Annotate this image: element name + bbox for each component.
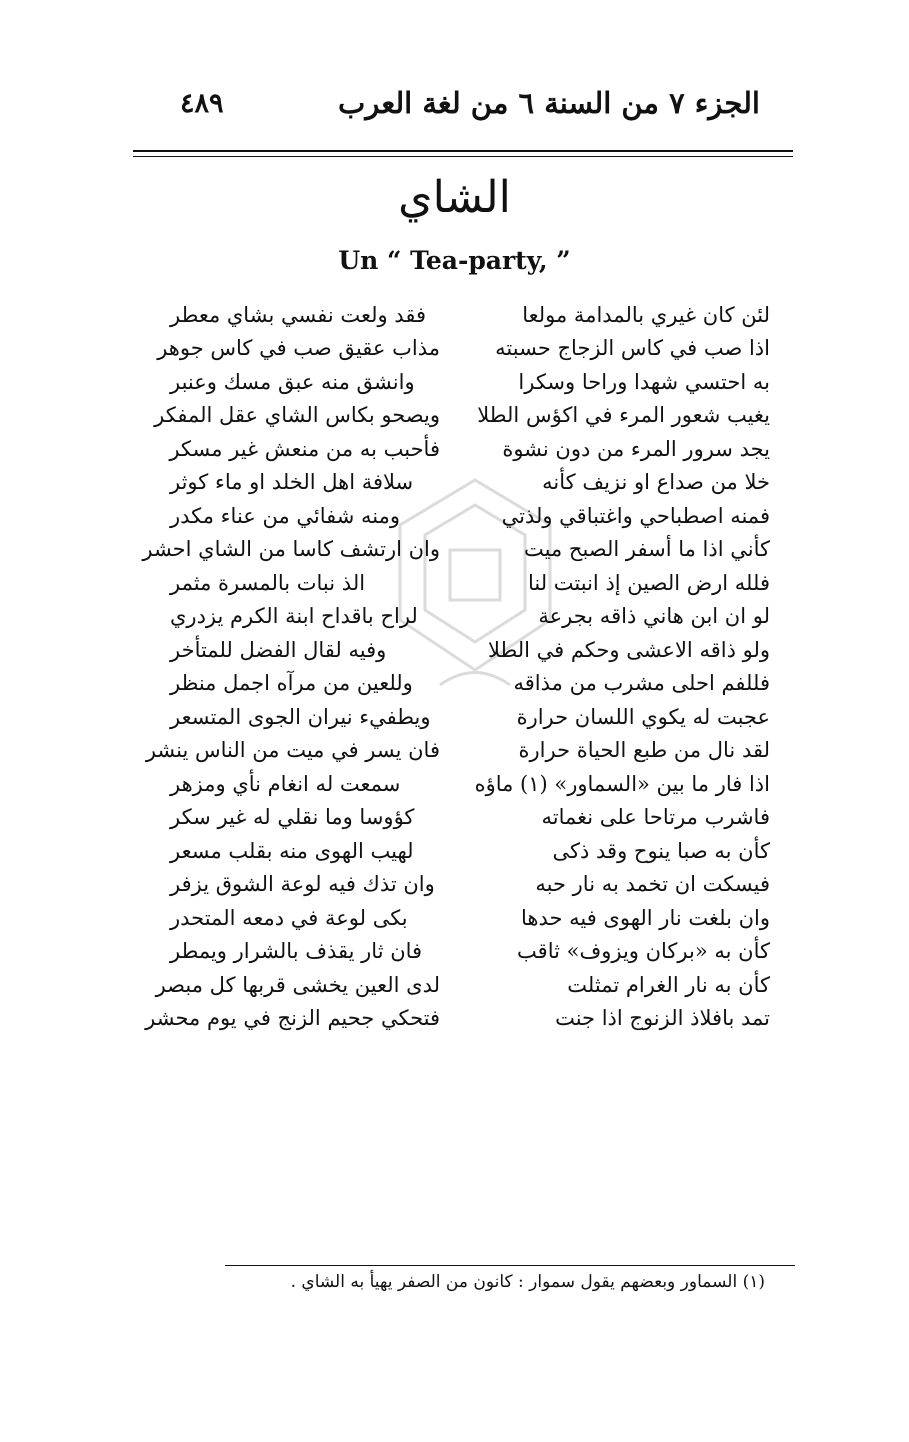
- verse-first-hemistich: فمنه اصطباحي واغتباقي ولذتي: [501, 503, 770, 528]
- verse-first-hemistich: كأني اذا ما أسفر الصبح ميت: [524, 537, 770, 562]
- verse-line: [170, 868, 770, 902]
- verse-first-hemistich: وان بلغت نار الهوى فيه حدها: [520, 905, 770, 930]
- verse-line: [170, 834, 770, 868]
- verse-line: [145, 1002, 770, 1036]
- verse-second-hemistich: لهيب الهوى منه بقلب مسعر: [170, 838, 414, 863]
- verse-first-hemistich: فلله ارض الصين إذ انبتت لنا: [527, 570, 770, 595]
- verse-line: [170, 901, 770, 935]
- footnote-rule: [225, 1265, 795, 1266]
- verse-line: [154, 399, 770, 433]
- verse-second-hemistich: ومنه شفائي من عناء مكدر: [170, 503, 401, 528]
- verse-first-hemistich: يجد سرور المرء من دون نشوة: [502, 436, 770, 461]
- verse-line: [170, 600, 770, 634]
- verse-line: [157, 332, 770, 366]
- verse-first-hemistich: يغيب شعور المرء في اكؤس الطلا: [477, 403, 770, 428]
- verse-line: [170, 667, 770, 701]
- verse-second-hemistich: مذاب عقيق صب في كاس جوهر: [157, 336, 440, 361]
- verse-first-hemistich: ولو ذاقه الاعشى وحكم في الطلا: [487, 637, 770, 662]
- footnote: (١) السماور وبعضهم يقول سموار : كانون من الصفر يهيأ به الشاي .: [290, 1272, 765, 1292]
- verse-line: [170, 365, 770, 399]
- page-number: ٤٨٩: [180, 88, 224, 119]
- verse-first-hemistich: خلا من صداع او نزيف كأنه: [542, 470, 770, 495]
- verse-second-hemistich: سلافة اهل الخلد او ماء كوثر: [170, 470, 414, 495]
- verse-second-hemistich: فأحبب به من منعش غير مسكر: [169, 436, 440, 461]
- verse-second-hemistich: وان ارتشف كاسا من الشاي احشر: [142, 537, 440, 562]
- poem-body: [142, 298, 770, 1035]
- verse-second-hemistich: بكى لوعة في دمعه المتحدر: [170, 905, 408, 930]
- verse-first-hemistich: تمد بافلاذ الزنوج اذا جنت: [555, 1006, 770, 1031]
- verse-line: [142, 533, 770, 567]
- verse-line: [170, 935, 770, 969]
- verse-second-hemistich: ويصحو بكاس الشاي عقل المفكر: [154, 403, 440, 428]
- verse-second-hemistich: فان يسر في ميت من الناس ينشر: [145, 738, 440, 763]
- verse-first-hemistich: اذا فار ما بين «السماور» (١) ماؤه: [474, 771, 770, 796]
- verse-first-hemistich: اذا صب في كاس الزجاج حسبته: [495, 336, 770, 361]
- verse-second-hemistich: الذ نبات بالمسرة مثمر: [170, 570, 366, 595]
- verse-second-hemistich: وانشق منه عبق مسك وعنبر: [170, 369, 415, 394]
- header-rule-thin: [133, 156, 793, 157]
- verse-first-hemistich: لئن كان غيري بالمدامة مولعا: [522, 302, 770, 327]
- verse-first-hemistich: به احتسي شهدا وراحا وسكرا: [518, 369, 770, 394]
- verse-first-hemistich: لو ان ابن هاني ذاقه بجرعة: [538, 604, 770, 629]
- verse-second-hemistich: لدى العين يخشى قربها كل مبصر: [155, 972, 440, 997]
- verse-second-hemistich: فان ثار يقذف بالشرار ويمطر: [170, 939, 423, 964]
- verse-line: [145, 734, 770, 768]
- verse-first-hemistich: كأن به صبا ينوح وقد ذكى: [552, 838, 770, 863]
- verse-second-hemistich: وللعين من مرآه اجمل منظر: [170, 671, 413, 696]
- verse-first-hemistich: فللفم احلى مشرب من مذاقه: [513, 671, 770, 696]
- verse-second-hemistich: وفيه لقال الفضل للمتأخر: [170, 637, 387, 662]
- page-header: [180, 86, 760, 134]
- running-header: الجزء ٧ من السنة ٦ من لغة العرب: [338, 86, 760, 120]
- verse-line: [170, 700, 770, 734]
- verse-first-hemistich: عجبت له يكوي اللسان حرارة: [516, 704, 770, 729]
- verse-line: [170, 466, 770, 500]
- verse-first-hemistich: فاشرب مرتاحا على نغماته: [541, 805, 770, 830]
- verse-first-hemistich: كأن به «بركان ويزوف» ثاقب: [517, 939, 770, 964]
- verse-second-hemistich: لراح باقداح ابنة الكرم يزدري: [170, 604, 418, 629]
- verse-second-hemistich: كؤوسا وما نقلي له غير سكر: [170, 805, 415, 830]
- article-title-english: Un “ Tea-party, ”: [338, 246, 571, 275]
- verse-line: [170, 633, 770, 667]
- verse-line: [170, 499, 770, 533]
- verse-second-hemistich: وان تذك فيه لوعة الشوق يزفر: [170, 872, 435, 897]
- verse-second-hemistich: ويطفيء نيران الجوى المتسعر: [170, 704, 431, 729]
- header-rule: [133, 150, 793, 152]
- verse-second-hemistich: سمعت له انغام نأي ومزهر: [170, 771, 401, 796]
- verse-line: [170, 767, 770, 801]
- verse-line: [170, 432, 770, 466]
- verse-line: [155, 968, 770, 1002]
- article-title-arabic: الشاي: [398, 172, 511, 223]
- verse-line: [170, 298, 770, 332]
- verse-line: [170, 566, 770, 600]
- verse-first-hemistich: فيسكت ان تخمد به نار حبه: [535, 872, 770, 897]
- verse-line: [170, 801, 770, 835]
- verse-second-hemistich: فتحكي جحيم الزنج في يوم محشر: [145, 1006, 440, 1031]
- verse-first-hemistich: لقد نال من طبع الحياة حرارة: [518, 738, 770, 763]
- verse-first-hemistich: كأن به نار الغرام تمثلت: [567, 972, 770, 997]
- verse-second-hemistich: فقد ولعت نفسي بشاي معطر: [170, 302, 426, 327]
